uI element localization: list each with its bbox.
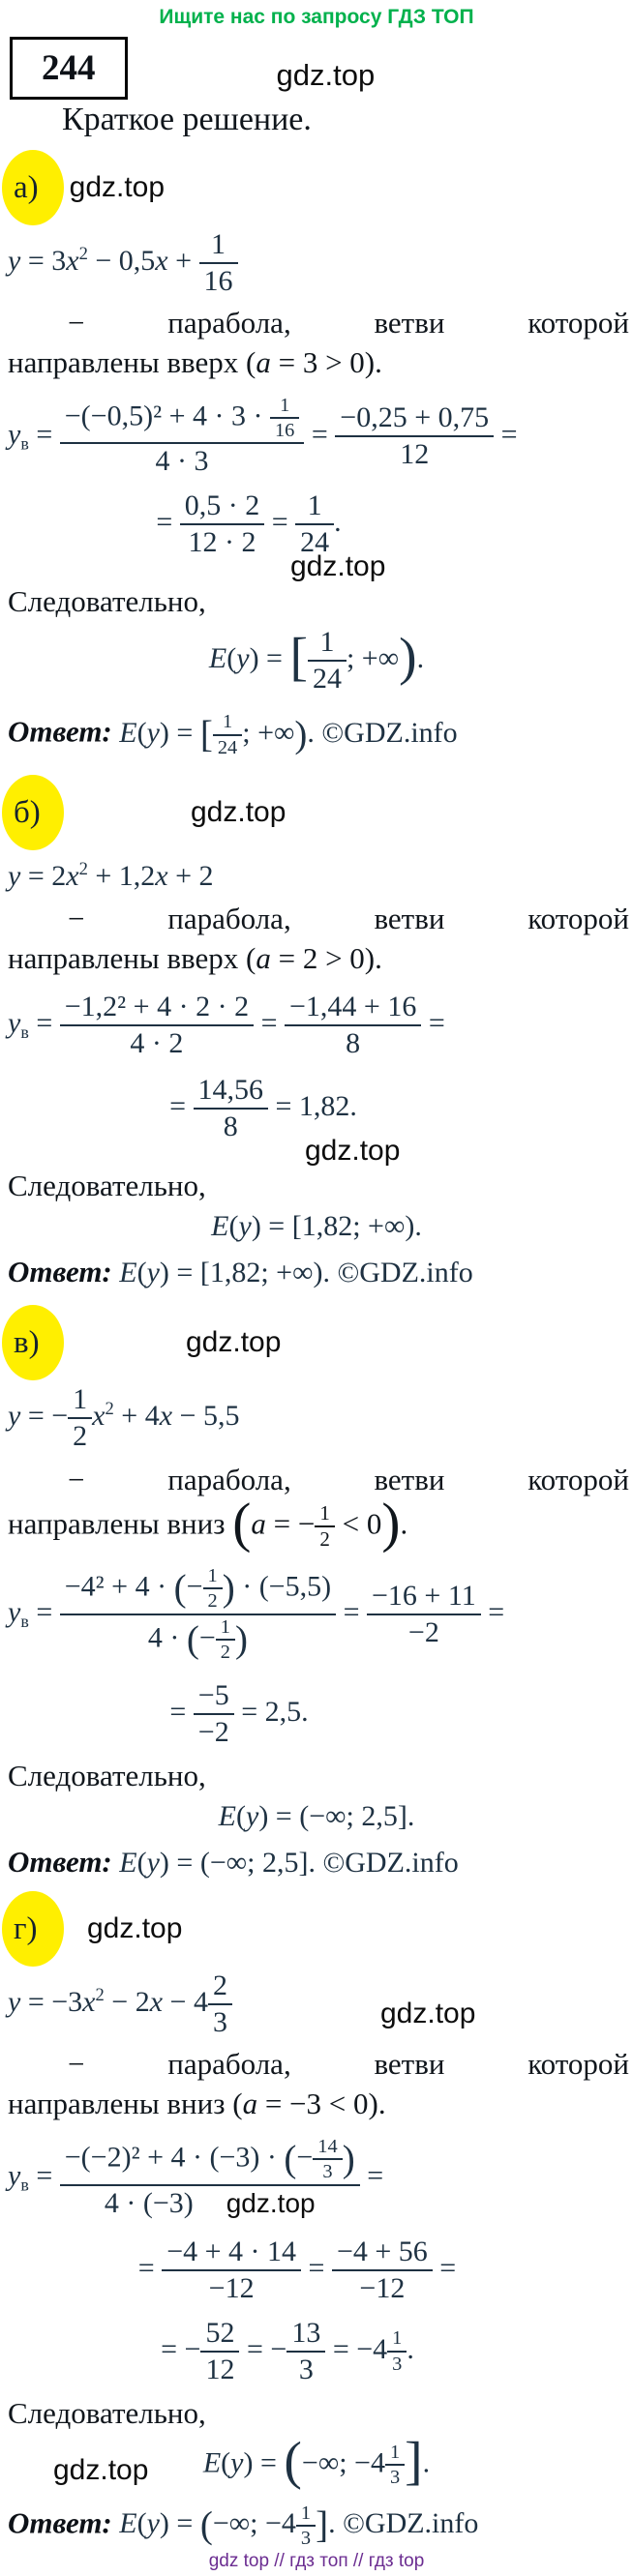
math-segment: = — [428, 1006, 445, 1039]
hence-text: Следовательно, — [8, 1758, 206, 1792]
denominator: 3 — [392, 2353, 403, 2375]
math-exponent: 2 — [95, 1985, 105, 2006]
math-segment: = −3 — [20, 1986, 83, 2019]
fraction — [332, 2235, 433, 2306]
numerator: −0,25 + 0,75 — [335, 400, 494, 437]
math-segment: = — [156, 506, 180, 539]
math-segment: ( — [136, 716, 147, 749]
text-segment: = 2 > 0). — [270, 940, 382, 975]
watermark: gdz.top — [290, 550, 386, 583]
numerator: 1 — [387, 2326, 407, 2352]
math-segment: = — [311, 417, 328, 450]
denominator: 2 — [319, 1527, 330, 1552]
watermark: gdz.top — [305, 1134, 401, 1167]
math-segment: ( — [136, 1257, 147, 1289]
calc-line-g2 — [0, 2316, 633, 2387]
numerator: 1 — [308, 625, 347, 662]
math-segment: . — [416, 642, 425, 675]
math-segment: E — [202, 2446, 222, 2479]
math-segment: = — [432, 2251, 457, 2284]
math-segment: a — [256, 344, 271, 379]
math-segment: 4 · (−3) — [104, 2186, 194, 2219]
description-line — [0, 1493, 633, 1554]
denominator: 16 — [203, 265, 233, 297]
denominator: 3 — [300, 2528, 312, 2550]
text-segment: направлены вверх ( — [8, 344, 256, 379]
math-segment: = 1,82. — [268, 1089, 357, 1122]
paren: ( — [186, 1618, 199, 1661]
paren: ) — [222, 1567, 235, 1610]
description-line: − парабола, ветви которой — [68, 1463, 629, 1497]
math-segment: y — [230, 2446, 244, 2479]
denominator: 4 · 3 — [155, 445, 209, 478]
math-segment: + — [167, 244, 199, 277]
numerator: 13 — [286, 2316, 325, 2353]
hence-text: Следовательно, — [8, 2395, 206, 2430]
denominator: 12 — [400, 437, 430, 470]
math-segment: = 3 — [20, 244, 67, 277]
math-segment: ( — [136, 1847, 147, 1880]
math-segment: = — [28, 1006, 60, 1039]
answer-line-a — [0, 710, 633, 759]
watermark: gdz.top — [380, 1998, 476, 2030]
denominator: 2 — [73, 1420, 88, 1453]
math-segment: ) = (−∞; 2,5]. — [258, 1800, 415, 1833]
paren: ( — [173, 1567, 187, 1610]
math-segment: ) = — [159, 2507, 200, 2539]
text-segment: направлены вниз ( — [8, 2087, 243, 2121]
math-segment: y — [8, 1400, 21, 1433]
math-segment: E — [218, 1800, 236, 1833]
paren: ) — [381, 1493, 401, 1554]
range-line-v — [0, 1800, 633, 1833]
math-exponent: 2 — [105, 1399, 114, 1420]
equation-g — [0, 1969, 633, 2040]
section-v-header — [0, 1303, 633, 1382]
text-segment: . — [400, 1506, 408, 1541]
fraction — [200, 2316, 239, 2387]
math-segment: = — [169, 1089, 194, 1122]
math-segment: = — [28, 1595, 60, 1628]
calc-line-v — [0, 1678, 633, 1750]
text-segment: = −3 < 0). — [257, 2087, 386, 2121]
header-row — [0, 37, 633, 100]
math-segment: = −4 — [325, 2332, 388, 2365]
numerator: 1 — [385, 2441, 405, 2466]
numerator: −5 — [194, 1678, 234, 1715]
math-segment: E — [211, 1210, 229, 1243]
vertex-formula-a — [0, 394, 633, 480]
math-segment: = 2,5. — [233, 1695, 309, 1728]
fraction — [295, 489, 334, 560]
description-line — [0, 940, 633, 978]
denominator — [60, 1615, 336, 1665]
numerator: 0,5 · 2 — [180, 489, 265, 525]
answer-label: Ответ: — [8, 714, 112, 749]
denominator: 8 — [223, 1110, 238, 1142]
numerator: 52 — [200, 2316, 239, 2353]
denominator: −12 — [208, 2271, 255, 2304]
math-subscript: в — [20, 1611, 29, 1631]
fraction — [180, 489, 265, 560]
denominator: 3 — [298, 2353, 314, 2385]
math-segment: − 2 — [104, 1986, 150, 2019]
fraction — [216, 1615, 235, 1665]
section-b-header — [0, 773, 633, 852]
numerator: 1 — [315, 1501, 335, 1527]
watermark: gdz.top — [53, 2453, 149, 2486]
denominator: 3 — [322, 2161, 333, 2183]
math-segment: −(−0,5)² + 4 · 3 · — [64, 399, 270, 431]
numerator — [60, 1564, 336, 1615]
calc-line-b — [0, 1073, 633, 1144]
text-segment: направлены вниз — [8, 1506, 233, 1541]
section-g-header — [0, 1889, 633, 1969]
math-exponent: 2 — [78, 243, 88, 264]
math-segment: < 0 — [334, 1506, 382, 1541]
math-segment: y — [236, 642, 250, 675]
math-segment: + 1,2 — [87, 860, 156, 893]
section-g — [0, 1880, 633, 2550]
copyright: ©GDZ.info — [343, 2507, 479, 2539]
math-segment: . — [328, 2507, 344, 2539]
copyright: ©GDZ.info — [322, 1847, 459, 1880]
denominator: 4 · 2 — [130, 1026, 184, 1059]
watermark: gdz.top — [69, 171, 166, 203]
range-line-a — [0, 625, 633, 696]
section-a-header — [0, 148, 633, 227]
math-segment: ) = — [249, 642, 290, 675]
section-b — [0, 759, 633, 1289]
math-segment: −∞; −4 — [212, 2507, 296, 2539]
answer-line-g — [0, 2502, 633, 2551]
numerator — [60, 394, 305, 445]
math-segment: ) = (−∞; 2,5]. — [159, 1847, 323, 1880]
vertex-formula-b — [0, 990, 633, 1061]
numerator: 1 — [203, 1564, 223, 1589]
math-segment: − — [198, 1621, 216, 1654]
math-segment: a — [251, 1506, 266, 1541]
math-segment: y — [146, 1257, 160, 1289]
numerator: −4 + 56 — [332, 2235, 433, 2271]
math-segment: x — [92, 1400, 106, 1433]
math-segment: y — [8, 860, 21, 893]
text-segment: направлены вверх ( — [8, 940, 256, 975]
paren: ) — [342, 2138, 355, 2180]
math-segment: = — [301, 2251, 332, 2284]
denominator — [60, 2186, 360, 2221]
numerator: 1 — [68, 1382, 92, 1419]
answer-line-v — [0, 1845, 633, 1880]
denominator: 24 — [312, 663, 342, 696]
equation-a — [0, 227, 633, 299]
math-exponent: 2 — [78, 859, 88, 880]
numerator: 1 — [295, 489, 334, 525]
bracket: [ — [199, 713, 213, 755]
math-segment: = — [137, 2251, 163, 2284]
copyright: ©GDZ.info — [321, 716, 458, 749]
fraction — [60, 2135, 360, 2221]
fraction — [194, 1678, 234, 1750]
math-segment: x — [82, 1986, 96, 2019]
math-segment: 4 · — [147, 1621, 187, 1654]
math-segment: E — [119, 1257, 137, 1289]
numerator: 1 — [213, 710, 242, 735]
math-segment: = — [343, 1595, 360, 1628]
math-subscript: в — [20, 2175, 29, 2195]
math-segment: −∞; −4 — [301, 2446, 385, 2479]
page-title: Краткое решение. — [62, 102, 312, 137]
description-line: − парабола, ветви которой — [68, 902, 629, 936]
denominator: 24 — [217, 736, 238, 758]
bracket: ) — [399, 627, 417, 687]
math-segment: − — [186, 1570, 203, 1603]
numerator: −1,2² + 4 · 2 · 2 — [60, 990, 254, 1026]
equation-v — [0, 1382, 633, 1454]
math-segment: y — [8, 1986, 21, 2019]
fraction — [313, 2135, 342, 2184]
watermark: gdz.top — [226, 2187, 316, 2218]
math-segment: . — [307, 716, 322, 749]
denominator: 24 — [300, 526, 330, 559]
math-segment: −(−2)² + 4 · (−3) · — [64, 2141, 285, 2174]
fraction — [208, 1969, 232, 2040]
section-label: в) — [14, 1324, 40, 1360]
math-subscript: в — [20, 1022, 29, 1042]
math-segment: E — [119, 2507, 137, 2539]
math-segment: E — [119, 1847, 137, 1880]
calc-line-a — [0, 489, 633, 560]
math-segment: x — [66, 860, 79, 893]
denominator: 2 — [207, 1590, 218, 1613]
denominator: 12 — [205, 2353, 235, 2385]
fraction — [194, 1073, 269, 1144]
math-segment: − 4 — [163, 1986, 208, 2019]
numerator: −16 + 11 — [367, 1579, 481, 1615]
denominator: −2 — [197, 1715, 229, 1748]
watermark: gdz.top — [186, 1326, 282, 1359]
description-line: − парабола, ветви которой — [68, 306, 629, 340]
math-segment: y — [8, 2159, 21, 2192]
fraction — [315, 1501, 335, 1553]
fraction — [286, 2316, 325, 2387]
paren: ( — [284, 2431, 302, 2491]
answer-line-b — [0, 1255, 633, 1289]
math-segment: x — [149, 1986, 164, 2019]
math-segment: = − — [239, 2332, 287, 2365]
math-segment: −4² + 4 · — [64, 1570, 174, 1603]
math-segment: x — [66, 244, 79, 277]
math-segment: ( — [235, 1800, 246, 1833]
hence-text: Следовательно, — [8, 1168, 206, 1202]
math-segment: x — [155, 244, 168, 277]
fraction — [68, 1382, 92, 1454]
description-line — [0, 2086, 633, 2123]
math-segment: y — [8, 417, 21, 450]
math-segment: + 2 — [167, 860, 214, 893]
paren: ( — [199, 2504, 213, 2547]
math-segment: = − — [161, 2332, 201, 2365]
math-segment: − — [296, 2141, 314, 2174]
range-line-b — [0, 1210, 633, 1243]
paren: ( — [284, 2138, 297, 2180]
hence-text: Следовательно, — [8, 584, 206, 619]
fraction — [285, 990, 421, 1061]
numerator: 1 — [199, 227, 238, 264]
range-line-g — [0, 2431, 633, 2491]
description-line — [0, 344, 633, 382]
fraction — [60, 990, 254, 1061]
watermark: gdz.top — [276, 58, 376, 93]
vertex-formula-g — [0, 2135, 633, 2221]
calc-line-g1 — [0, 2235, 633, 2306]
answer-label: Ответ: — [8, 2505, 112, 2539]
math-segment: = — [169, 1695, 194, 1728]
math-segment: ( — [226, 642, 237, 675]
math-segment: x — [155, 860, 168, 893]
math-segment: y — [8, 1595, 21, 1628]
bracket: ] — [405, 2431, 423, 2491]
numerator: −4 + 4 · 14 — [162, 2235, 301, 2271]
numerator: 1 — [296, 2502, 316, 2527]
math-segment: = — [28, 417, 60, 450]
bracket: ) — [294, 713, 308, 755]
math-segment: = 2 — [20, 860, 67, 893]
watermark: gdz.top — [191, 796, 286, 829]
math-segment: ( — [228, 1210, 239, 1243]
section-a — [0, 138, 633, 759]
fraction — [335, 400, 494, 472]
math-segment: = — [488, 1595, 505, 1628]
math-segment: − 0,5 — [87, 244, 156, 277]
math-segment: = − — [265, 1506, 316, 1541]
fraction — [199, 227, 238, 299]
math-segment: a — [242, 2087, 258, 2121]
math-segment: · (−5,5) — [234, 1570, 332, 1603]
answer-label: Ответ: — [8, 1845, 112, 1880]
math-segment: = — [28, 2159, 60, 2192]
denominator: −12 — [359, 2271, 406, 2304]
numerator: −1,44 + 16 — [285, 990, 421, 1026]
fraction — [296, 2502, 316, 2551]
fraction — [203, 1564, 223, 1614]
numerator: 2 — [208, 1969, 232, 2005]
math-segment: y — [146, 1847, 160, 1880]
numerator: 14 — [313, 2135, 342, 2160]
math-segment: y — [245, 1800, 259, 1833]
denominator: 3 — [212, 2006, 227, 2039]
paren: ) — [234, 1618, 248, 1661]
fraction — [308, 625, 347, 696]
math-segment: y — [238, 1210, 252, 1243]
math-segment: = — [500, 417, 518, 450]
math-segment: E — [208, 642, 227, 675]
math-segment: = — [367, 2159, 384, 2192]
numerator: 1 — [270, 394, 299, 419]
vertex-formula-v — [0, 1564, 633, 1665]
fraction — [270, 394, 299, 443]
math-segment: x — [159, 1400, 173, 1433]
fraction — [213, 710, 242, 759]
math-segment: ( — [136, 2507, 147, 2539]
problem-number-box: 244 — [10, 37, 128, 100]
bracket: ] — [316, 2504, 329, 2547]
fraction — [60, 394, 305, 480]
numerator: 14,56 — [194, 1073, 269, 1110]
math-segment: ; +∞ — [346, 642, 400, 675]
denominator: 2 — [220, 1642, 230, 1664]
math-segment: ) = [1,82; +∞). — [159, 1257, 338, 1289]
description-line: − парабола, ветви которой — [68, 2047, 629, 2082]
section-v — [0, 1289, 633, 1880]
math-segment: y — [8, 244, 21, 277]
denominator: 12 · 2 — [188, 526, 256, 559]
math-segment: ) = — [243, 2446, 285, 2479]
fraction — [387, 2326, 407, 2376]
watermark: gdz.top — [87, 1912, 183, 1945]
paren: ( — [232, 1493, 252, 1554]
bracket: [ — [289, 627, 308, 687]
math-segment: y — [8, 1006, 21, 1039]
text-segment: = 3 > 0). — [270, 344, 382, 379]
math-segment: ( — [221, 2446, 231, 2479]
section-label: г) — [14, 1910, 38, 1946]
math-segment: . — [334, 506, 342, 539]
denominator: 3 — [389, 2467, 401, 2489]
math-segment: ) = [1,82; +∞). — [251, 1210, 422, 1243]
fraction — [367, 1579, 481, 1650]
math-segment: = — [260, 1006, 278, 1039]
fraction — [162, 2235, 301, 2306]
math-segment: E — [119, 716, 137, 749]
math-segment: = − — [20, 1400, 69, 1433]
answer-label: Ответ: — [8, 1255, 112, 1289]
math-segment: . — [422, 2446, 431, 2479]
math-segment: = — [264, 506, 296, 539]
math-segment: y — [146, 716, 160, 749]
math-segment: + 4 — [113, 1400, 160, 1433]
math-segment: − 5,5 — [172, 1400, 240, 1433]
numerator: 1 — [216, 1615, 235, 1641]
math-subscript: в — [20, 433, 29, 454]
promo-banner: Ищите нас по запросу ГДЗ ТОП — [159, 6, 474, 28]
math-segment: . — [407, 2332, 414, 2365]
math-segment: a — [256, 940, 271, 975]
fraction — [385, 2441, 405, 2490]
copyright: ©GDZ.info — [337, 1257, 473, 1289]
math-segment: y — [146, 2507, 160, 2539]
denominator: −2 — [407, 1615, 439, 1648]
footer-links: gdz top // гдз топ // гдз top — [208, 2550, 425, 2571]
section-label: а) — [14, 169, 39, 205]
section-label: б) — [14, 794, 41, 830]
math-segment: ) = — [159, 716, 200, 749]
numerator — [60, 2135, 360, 2186]
equation-b — [0, 860, 633, 893]
fraction — [60, 1564, 336, 1665]
denominator: 8 — [346, 1026, 361, 1059]
math-segment: ; +∞ — [242, 716, 295, 749]
denominator: 16 — [274, 419, 295, 441]
